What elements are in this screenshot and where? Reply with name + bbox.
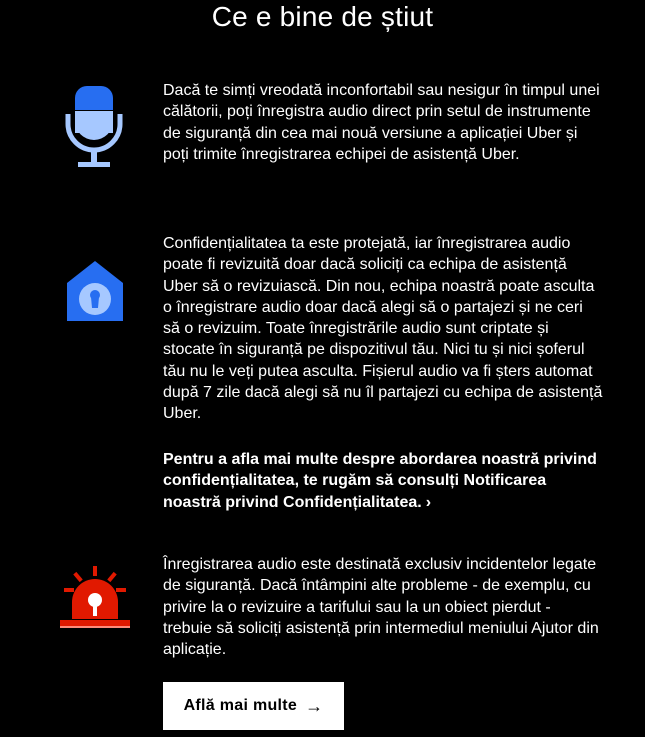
privacy-notice-link-text: Pentru a afla mai multe despre abordarea noastră privind confidențialitatea, te rugăm să consulți Notificarea noastră privind Confidențialitatea. bbox=[163, 451, 597, 511]
learn-more-label: Află mai multe bbox=[183, 697, 298, 714]
privacy-info-text: Confidențialitatea ta este protejată, iar înregistrarea audio poate fi revizuită doar dacă soliciți ca echipa de asistență Uber să o revizuiască. Din nou, echipa noastră poate asculta o înregistrare audio doar dacă alegi să o partajezi și ne ceri să o revizuim. Toate înregistrările audio sunt criptate și stocate în siguranță pe dispozitivul tău. Nici tu și nici șoferul tău nu le veți putea asculta. Fișierul audio va fi șters automat după 7 zile dacă alegi să nu îl partajezi cu echipa de asistență Uber. bbox=[163, 235, 603, 423]
chevron-right-icon: › bbox=[425, 493, 432, 511]
siren-icon bbox=[58, 566, 132, 628]
learn-more-button[interactable] bbox=[163, 682, 344, 730]
microphone-icon bbox=[62, 84, 126, 172]
recording-info-text: Dacă te simți vreodată inconfortabil sau nesigur în timpul unei călătorii, poți înregistra audio direct prin setul de instrumente de siguranță din cea mai nouă versiune a aplicației Uber și poți trimite înregistrarea echipei de asistență Uber. bbox=[163, 82, 600, 163]
house-lock-icon bbox=[67, 261, 123, 321]
privacy-notice-link[interactable] bbox=[163, 449, 603, 513]
arrow-right-icon: → bbox=[305, 695, 324, 716]
safety-only-text: Înregistrarea audio este destinată exclusiv incidentelor legate de siguranță. Dacă întâmpini alte probleme - de exemplu, cu privire la o revizuire a tarifului sau la un obiect pierdut - trebuie să soliciți asistență prin intermediul meniului Ajutor din aplicație. bbox=[163, 556, 599, 659]
page-title: Ce e bine de știut bbox=[211, 1, 434, 32]
